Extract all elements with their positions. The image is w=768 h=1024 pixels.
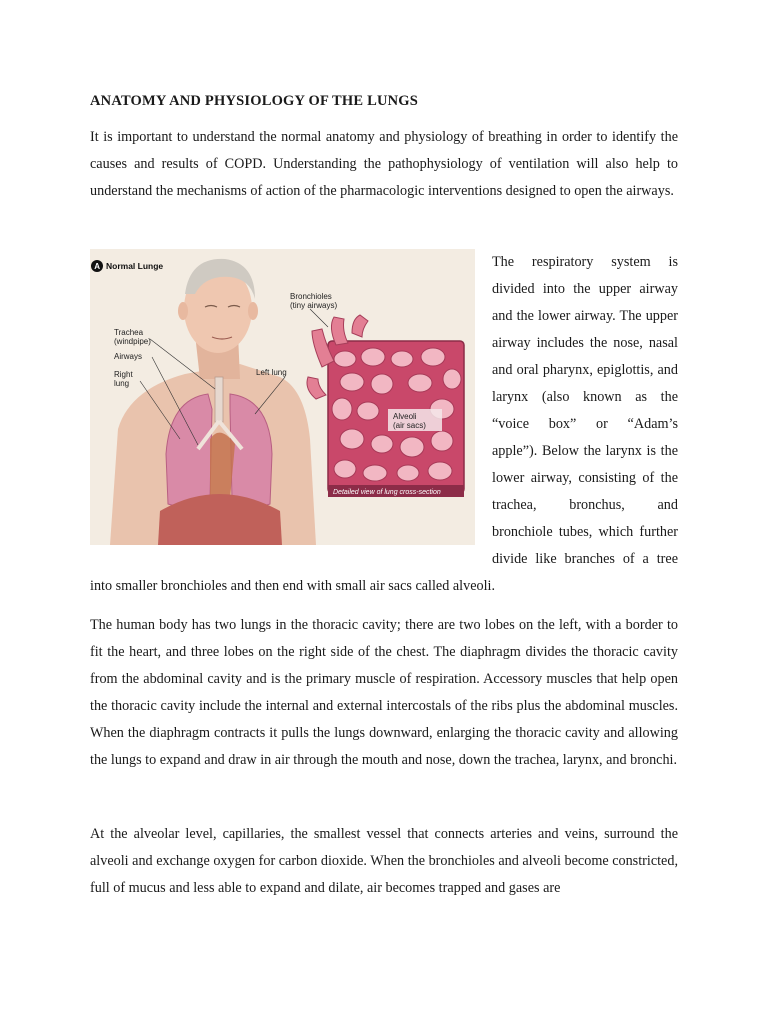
paragraph-respiratory-system: The respiratory system is divided into the upper airway and the lower airway. The upper airway includes the nose, nasal and oral pharynx, epiglottis, and larynx (also known as the “voice box” or “Adam’s apple”). Below the larynx is the lower airway, consisting of the trachea, bronchus, and bronchiole tubes, which further divide like branches of a tree into smaller bronchioles and then end with small air sacs called alveoli. [90,254,678,594]
paragraph-lungs: The human body has two lungs in the thoracic cavity; there are two lobes on the left, with a border to fit the heart, and three lobes on the right side of the chest. The diaphragm divides the thoracic cavity from the abdominal cavity and is the primary muscle of respiration. Accessory muscles that help open the thoracic cavity include the internal and external intercostals of the ribs plus the abdominal muscles. When the diaphragm contracts it pulls the lungs downward, enlarging the thoracic cavity and allowing the lungs to expand and draw in air through the mouth and nose, down the trachea, larynx, and bronchi. [90,617,678,768]
label-alveoli: Alveoli [393,412,417,421]
paragraph-intro: It is important to understand the normal anatomy and physiology of breathing in order to identify the causes and results of COPD. Understanding the pathophysiology of ventilation will also help to understand the mechanisms of action of the pharmacologic interventions designed to open the airways. [90,129,678,199]
label-airways: Airways [114,352,143,361]
figure-title: Normal Lunge [106,261,164,271]
label-tiny-airways: (tiny airways) [290,301,338,310]
label-bronchioles: Bronchioles [290,292,332,301]
label-trachea: Trachea [114,328,144,337]
label-lung: lung [114,379,130,388]
trachea-shape [215,377,223,422]
section-heading: ANATOMY AND PHYSIOLOGY OF THE LUNGS [90,93,419,109]
label-windpipe: (windpipe) [114,337,151,346]
lung-anatomy-drawing [90,249,475,545]
figure-caption: Detailed view of lung cross-section [333,489,441,496]
figure-with-text [90,249,678,600]
label-right: Right [114,370,133,379]
label-left-lung: Left lung [256,368,287,377]
paragraph-alveolar: At the alveolar level, capillaries, the smallest vessel that connects arteries and veins, surround the alveoli and exchange oxygen for carbon dioxide. When the bronchioles and alveoli become constricted, full of mucus and less able to expand and dilate, air becomes trapped and gases are [90,826,678,896]
lung-anatomy-illustration [90,249,475,545]
figure-badge-letter: A [94,262,100,271]
label-air-sacs: (air sacs) [393,421,426,430]
